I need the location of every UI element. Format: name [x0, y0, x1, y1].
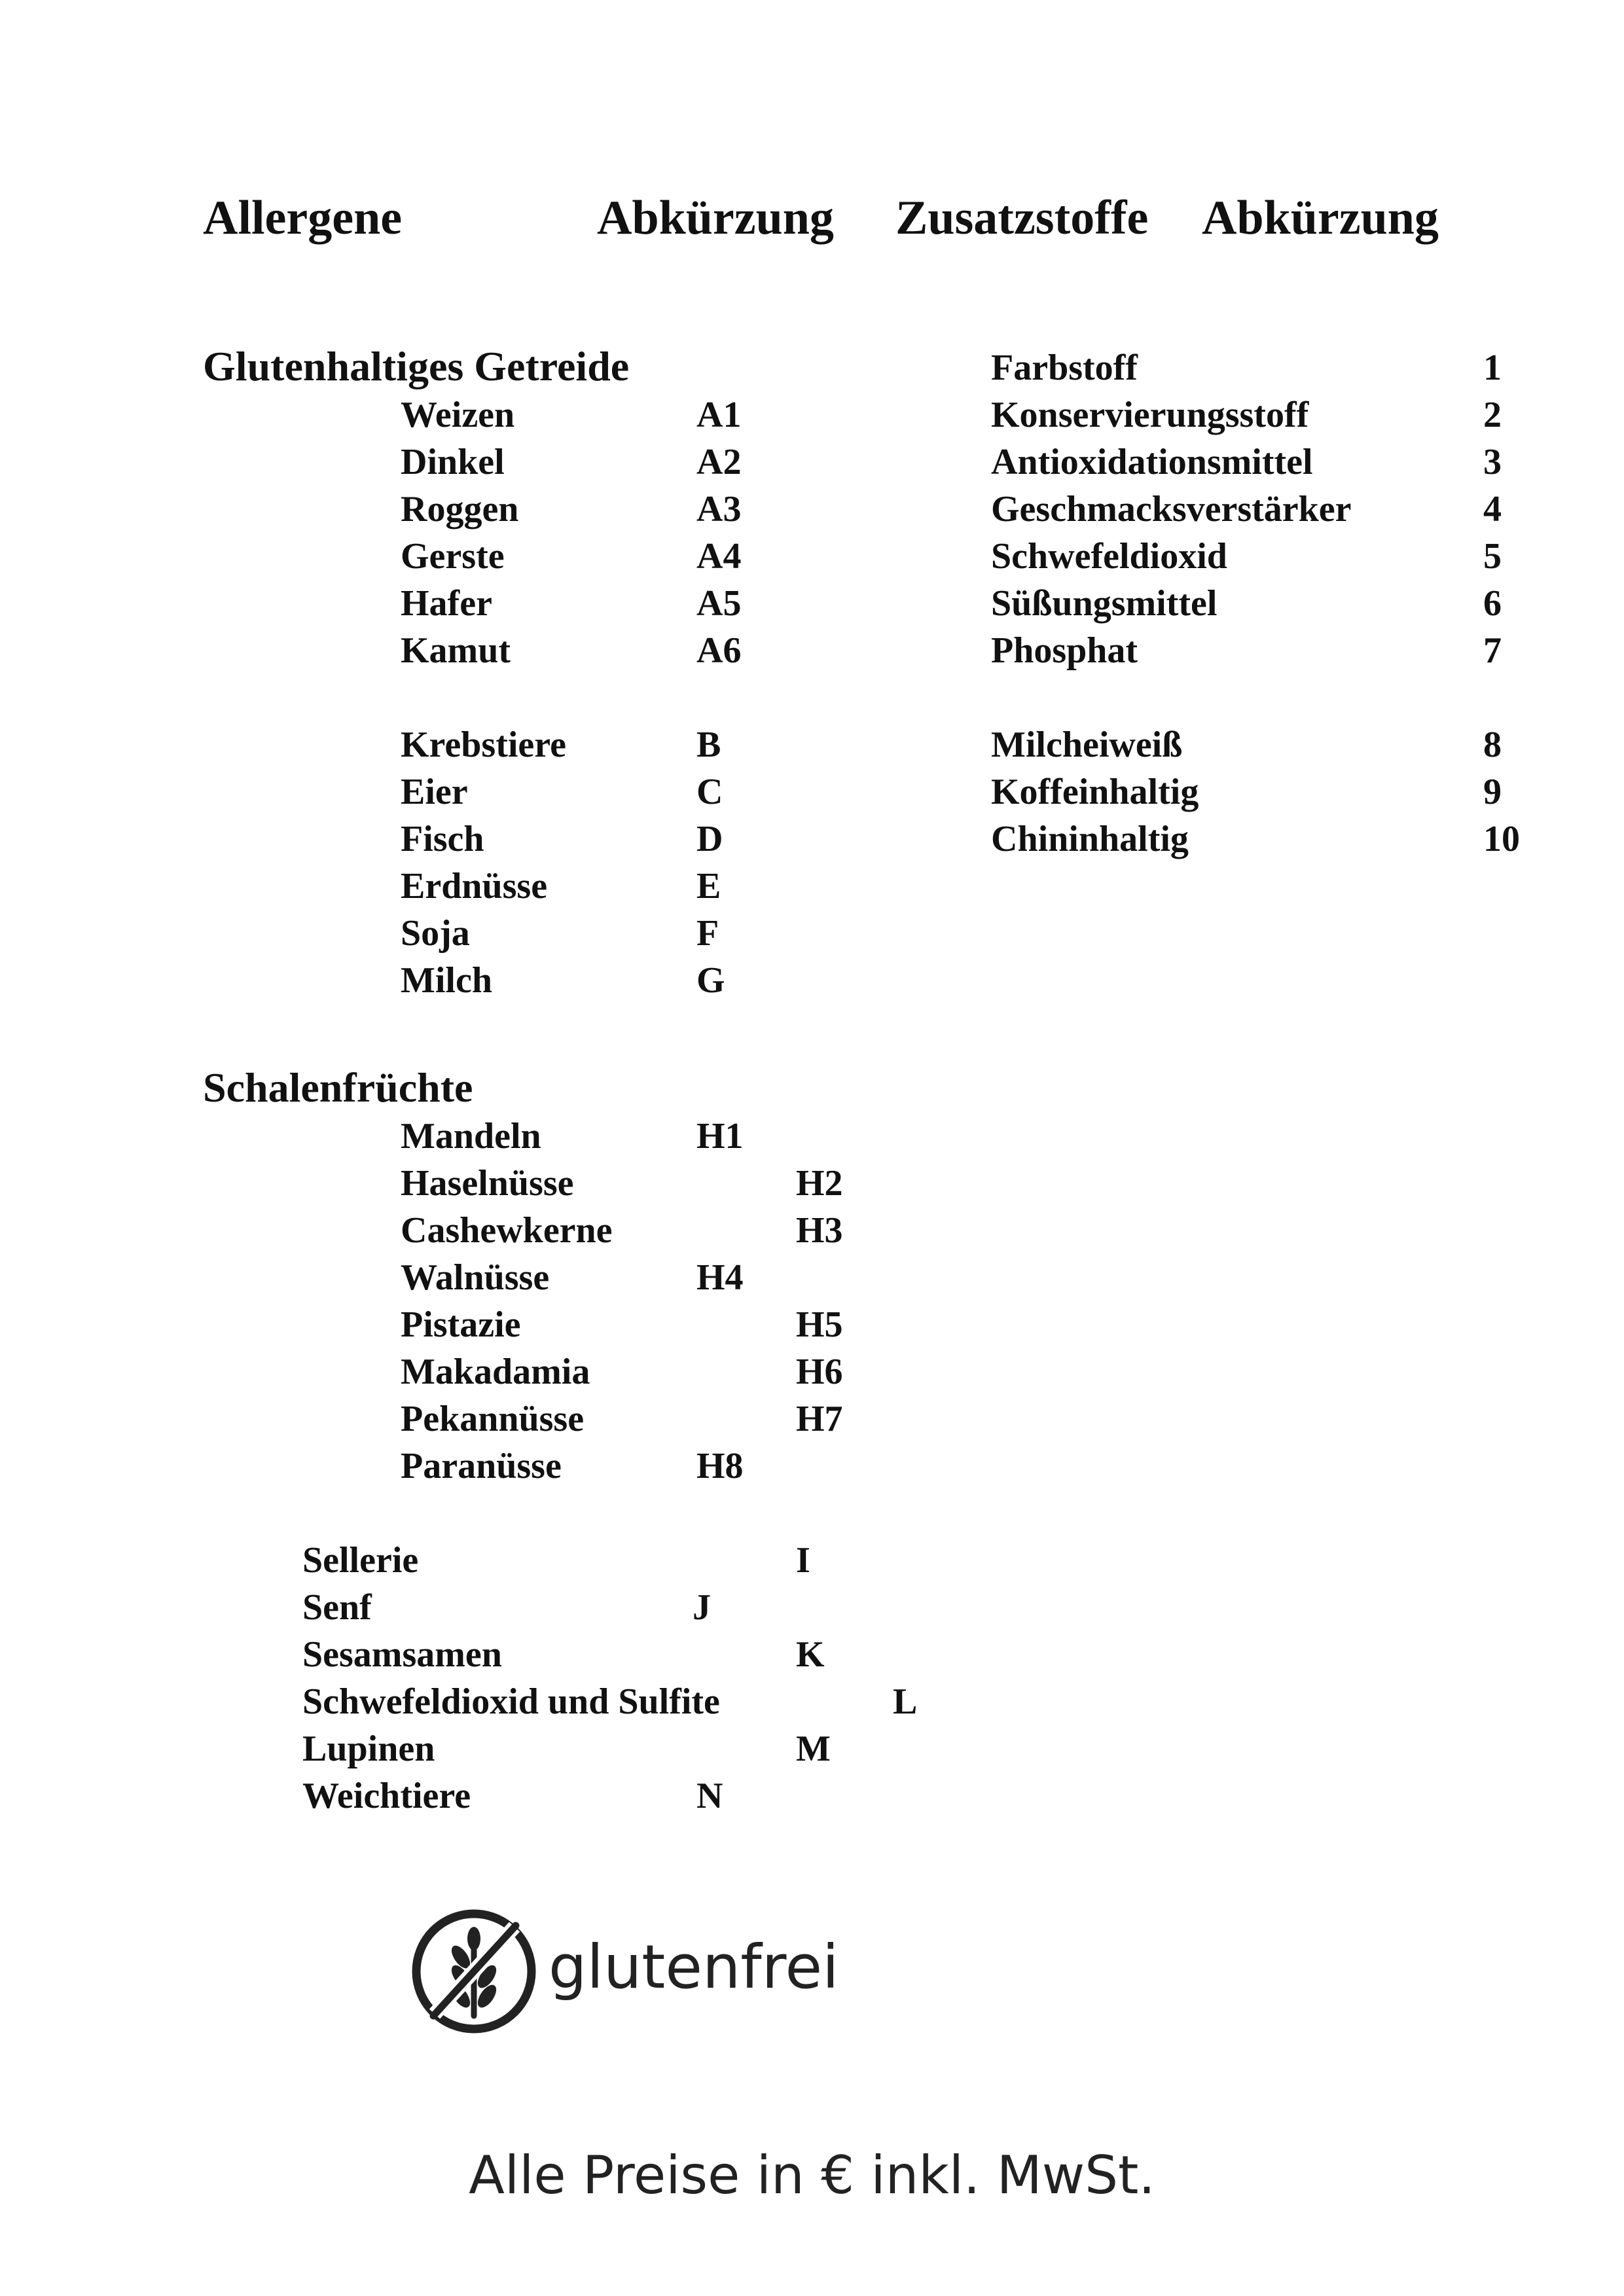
- list-item-code: H4: [696, 1257, 744, 1298]
- list-item-code: 2: [1483, 395, 1502, 435]
- footer-price-note: Alle Preise in € inkl. MwSt.: [469, 2145, 1155, 2206]
- list-item-code: A3: [696, 489, 742, 529]
- list-item: Geschmacksverstärker: [991, 489, 1352, 529]
- list-item-code: A5: [696, 583, 742, 624]
- list-item-code: N: [696, 1776, 723, 1816]
- list-item: Krebstiere: [401, 725, 566, 765]
- list-item-code: H1: [696, 1116, 744, 1157]
- list-item-code: 10: [1483, 819, 1520, 859]
- list-item-code: J: [693, 1587, 711, 1628]
- list-item-code: K: [796, 1634, 825, 1675]
- list-item: Milcheiweiß: [991, 725, 1183, 765]
- list-item: Hafer: [401, 583, 492, 624]
- header-abkuerzung-zusatzstoffe: Abkürzung: [1202, 191, 1439, 245]
- section-title-nuts: Schalenfrüchte: [203, 1064, 473, 1111]
- section-title-gluten: Glutenhaltiges Getreide: [203, 343, 630, 389]
- glutenfree-label: glutenfrei: [549, 1932, 839, 2002]
- list-item: Roggen: [401, 489, 519, 529]
- list-item: Paranüsse: [401, 1446, 562, 1486]
- list-item-code: A2: [696, 442, 742, 482]
- list-item: Gerste: [401, 536, 505, 577]
- list-item: Phosphat: [991, 630, 1138, 671]
- list-item-code: L: [893, 1681, 918, 1722]
- list-item: Cashewkerne: [401, 1210, 613, 1251]
- list-item-code: G: [696, 960, 725, 1001]
- list-item: Walnüsse: [401, 1257, 550, 1298]
- list-item: Weizen: [401, 395, 515, 435]
- list-item: Erdnüsse: [401, 866, 548, 906]
- list-item: Senf: [302, 1587, 372, 1628]
- list-item: Lupinen: [302, 1729, 435, 1769]
- list-item-code: A4: [696, 536, 742, 577]
- list-item-code: 9: [1483, 772, 1502, 812]
- list-item-code: B: [696, 725, 721, 765]
- list-item: Kamut: [401, 630, 511, 671]
- list-item: Antioxidationsmittel: [991, 442, 1313, 482]
- list-item: Haselnüsse: [401, 1163, 574, 1204]
- list-item: Schwefeldioxid und Sulfite: [302, 1681, 720, 1722]
- list-item-code: H6: [796, 1352, 843, 1392]
- list-item-code: 4: [1483, 489, 1502, 529]
- list-item-code: H2: [796, 1163, 843, 1204]
- list-item-code: H7: [796, 1399, 843, 1439]
- list-item-code: H3: [796, 1210, 843, 1251]
- list-item-code: I: [796, 1540, 810, 1581]
- list-item: Makadamia: [401, 1352, 590, 1392]
- list-item-code: 8: [1483, 725, 1502, 765]
- header-allergene: Allergene: [203, 191, 403, 245]
- list-item-code: A1: [696, 395, 742, 435]
- list-item: Farbstoff: [991, 348, 1138, 388]
- list-item: Mandeln: [401, 1116, 541, 1157]
- list-item: Sesamsamen: [302, 1634, 502, 1675]
- list-item-code: H8: [696, 1446, 744, 1486]
- list-item-code: 3: [1483, 442, 1502, 482]
- list-item-code: A6: [696, 630, 742, 671]
- list-item: Dinkel: [401, 442, 505, 482]
- list-item-code: M: [796, 1729, 831, 1769]
- list-item: Süßungsmittel: [991, 583, 1218, 624]
- list-item: Weichtiere: [302, 1776, 471, 1816]
- list-item: Eier: [401, 772, 468, 812]
- list-item-code: H5: [796, 1304, 843, 1345]
- gluten-free-icon: [408, 1906, 539, 2037]
- list-item-code: 7: [1483, 630, 1502, 671]
- list-item-code: E: [696, 866, 721, 906]
- list-item-code: 5: [1483, 536, 1502, 577]
- list-item-code: 1: [1483, 348, 1502, 388]
- list-item: Sellerie: [302, 1540, 419, 1581]
- list-item-code: 6: [1483, 583, 1502, 624]
- list-item: Chininhaltig: [991, 819, 1189, 859]
- list-item-code: D: [696, 819, 723, 859]
- header-abkuerzung-allergene: Abkürzung: [597, 191, 834, 245]
- list-item-code: C: [696, 772, 723, 812]
- list-item: Fisch: [401, 819, 484, 859]
- list-item: Pekannüsse: [401, 1399, 585, 1439]
- list-item: Konservierungsstoff: [991, 395, 1309, 435]
- list-item: Pistazie: [401, 1304, 521, 1345]
- header-zusatzstoffe: Zusatzstoffe: [895, 191, 1149, 245]
- list-item-code: F: [696, 913, 719, 954]
- list-item: Koffeinhaltig: [991, 772, 1199, 812]
- list-item: Soja: [401, 913, 470, 954]
- list-item: Schwefeldioxid: [991, 536, 1227, 577]
- list-item: Milch: [401, 960, 492, 1001]
